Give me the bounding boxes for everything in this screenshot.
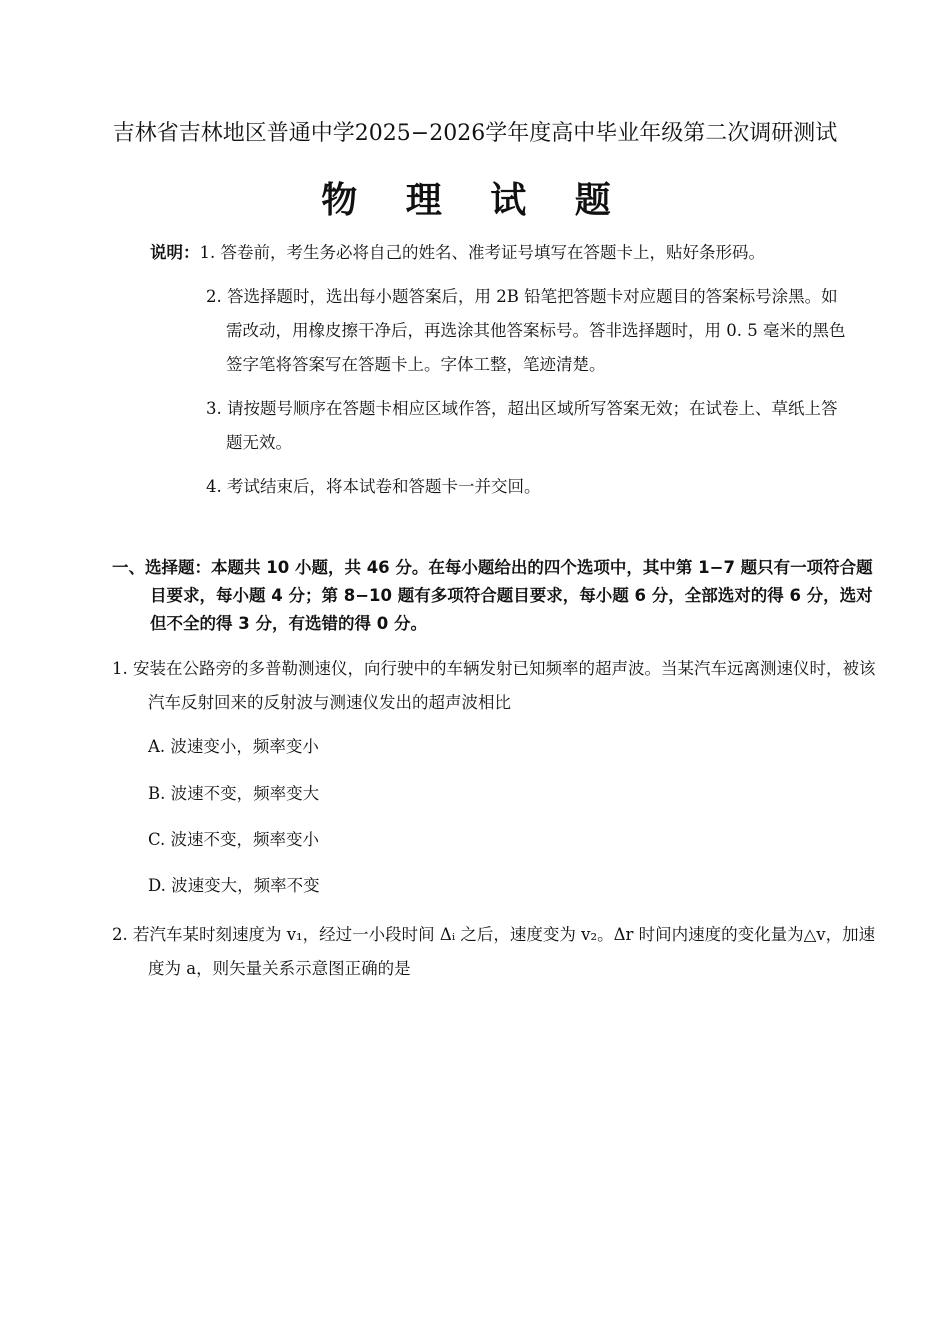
question-1-option-d: D. 波速变大，频率不变	[148, 876, 320, 895]
instruction-item-4: 4. 考试结束后，将本试卷和答题卡一并交回。	[206, 477, 541, 496]
exam-title: 吉林省吉林地区普通中学2025−2026学年度高中毕业年级第二次调研测试	[112, 121, 838, 146]
instructions-label: 说明：	[150, 243, 200, 262]
question-1-option-c: C. 波速不变，频率变小	[148, 830, 320, 849]
question-1-option-b: B. 波速不变，频率变大	[148, 784, 320, 803]
section-one-heading: 一、选择题：本题共 10 小题，共 46 分。在每小题给出的四个选项中，其中第 1−7 题只有一项符合题目要求，每小题 4 分；第 8−10 题有多项符合题目要求，每小题 6 分，全部选对的得 6 分，选对但不全的得 3 分，有选错的得 0 分。	[112, 558, 873, 633]
instruction-text-1: 1. 答卷前，考生务必将自己的姓名、准考证号填写在答题卡上，贴好条形码。	[199, 243, 765, 262]
instructions-block	[150, 236, 850, 514]
instruction-item-1	[150, 236, 850, 270]
subject-title: 物 理 试 题	[321, 180, 629, 221]
instruction-item-2: 2. 答选择题时，选出每小题答案后，用 2B 铅笔把答题卡对应题目的答案标号涂黑。如需改动，用橡皮擦干净后，再选涂其他答案标号。答非选择题时，用 0. 5 毫米的黑色签字笔将答案写在答题卡上。字体工整，笔迹清楚。	[206, 287, 846, 374]
question-2-stem: 2. 若汽车某时刻速度为 v₁，经过一小段时间 Δᵢ 之后，速度变为 v₂。Δr 时间内速度的变化量为△v，加速度为 a，则矢量关系示意图正确的是	[112, 925, 876, 978]
question-1-stem: 1. 安装在公路旁的多普勒测速仪，向行驶中的车辆发射已知频率的超声波。当某汽车远离测速仪时，被该汽车反射回来的反射波与测速仪发出的超声波相比	[112, 659, 876, 712]
question-1-option-a: A. 波速变小，频率变小	[148, 737, 319, 756]
instruction-item-3: 3. 请按题号顺序在答题卡相应区域作答，超出区域所写答案无效；在试卷上、草纸上答题无效。	[206, 399, 838, 452]
